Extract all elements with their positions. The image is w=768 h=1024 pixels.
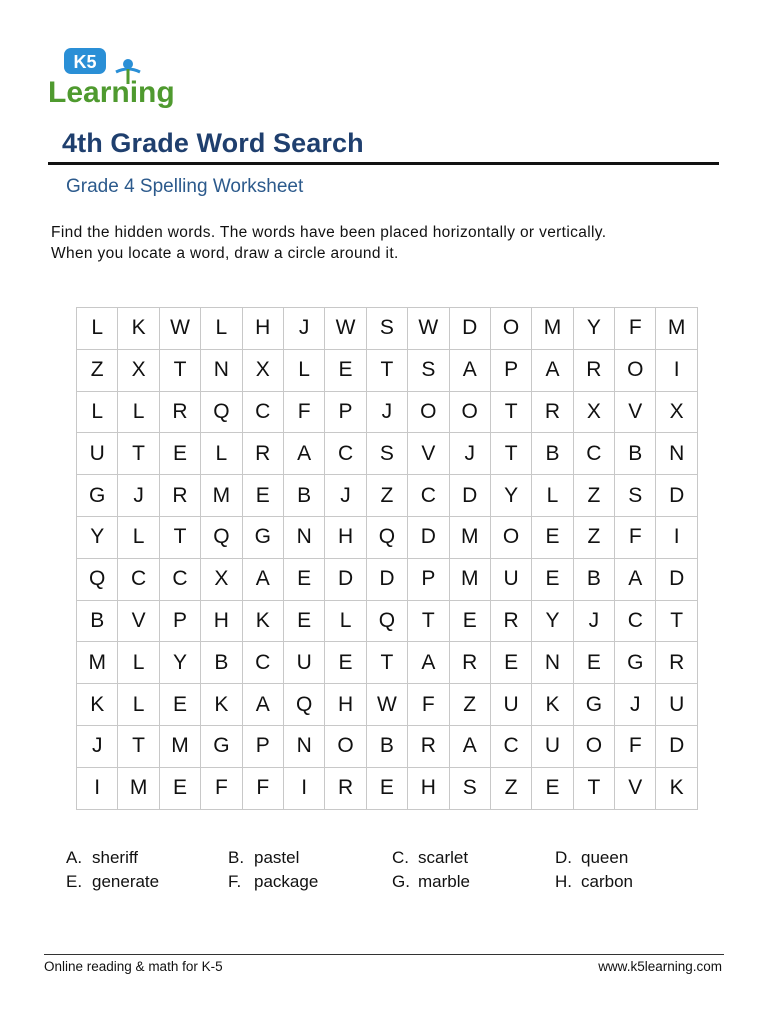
grid-cell: Z bbox=[573, 516, 614, 558]
grid-row bbox=[77, 433, 698, 475]
grid-cell: M bbox=[159, 725, 200, 767]
grid-cell: D bbox=[656, 558, 697, 600]
grid-cell: B bbox=[615, 433, 656, 475]
word-text: generate bbox=[92, 872, 160, 891]
grid-cell: R bbox=[159, 475, 200, 517]
grid-cell: E bbox=[159, 684, 200, 726]
word-item bbox=[392, 848, 468, 868]
grid-cell: B bbox=[573, 558, 614, 600]
word-text: pastel bbox=[254, 848, 300, 867]
grid-cell: L bbox=[532, 475, 573, 517]
word-letter: H. bbox=[555, 872, 572, 891]
grid-row bbox=[77, 391, 698, 433]
grid-cell: U bbox=[77, 433, 118, 475]
grid-cell: E bbox=[532, 767, 573, 809]
grid-cell: N bbox=[656, 433, 697, 475]
grid-cell: Q bbox=[366, 600, 407, 642]
grid-cell: I bbox=[656, 516, 697, 558]
grid-cell: O bbox=[325, 725, 366, 767]
grid-cell: J bbox=[449, 433, 490, 475]
grid-cell: S bbox=[366, 433, 407, 475]
grid-cell: D bbox=[449, 475, 490, 517]
grid-cell: M bbox=[118, 767, 159, 809]
grid-cell: M bbox=[201, 475, 242, 517]
grid-cell: Q bbox=[201, 391, 242, 433]
grid-cell: F bbox=[283, 391, 324, 433]
grid-cell: D bbox=[656, 475, 697, 517]
word-letter: D. bbox=[555, 848, 572, 867]
grid-cell: J bbox=[573, 600, 614, 642]
grid-cell: C bbox=[615, 600, 656, 642]
grid-cell: K bbox=[242, 600, 283, 642]
grid-cell: I bbox=[656, 349, 697, 391]
grid-cell: E bbox=[532, 558, 573, 600]
grid-cell: L bbox=[201, 308, 242, 350]
word-text: queen bbox=[581, 848, 629, 867]
grid-cell: A bbox=[408, 642, 449, 684]
grid-cell: E bbox=[242, 475, 283, 517]
grid-cell: A bbox=[449, 349, 490, 391]
word-list-row bbox=[66, 872, 746, 896]
grid-cell: P bbox=[408, 558, 449, 600]
grid-cell: U bbox=[656, 684, 697, 726]
grid-cell: D bbox=[325, 558, 366, 600]
grid-cell: G bbox=[201, 725, 242, 767]
grid-cell: J bbox=[615, 684, 656, 726]
grid-cell: L bbox=[118, 684, 159, 726]
grid-cell: L bbox=[201, 433, 242, 475]
grid-row bbox=[77, 642, 698, 684]
word-item bbox=[392, 872, 470, 892]
grid-cell: Z bbox=[449, 684, 490, 726]
grid-cell: F bbox=[201, 767, 242, 809]
word-letter: F. bbox=[228, 872, 242, 891]
grid-cell: T bbox=[366, 349, 407, 391]
grid-cell: V bbox=[118, 600, 159, 642]
grid-cell: M bbox=[656, 308, 697, 350]
grid-cell: C bbox=[325, 433, 366, 475]
grid-cell: P bbox=[159, 600, 200, 642]
grid-cell: B bbox=[283, 475, 324, 517]
grid-cell: X bbox=[118, 349, 159, 391]
instructions-text: Find the hidden words. The words have been placed horizontally or vertically. When you locate a word, draw a circle around it. bbox=[51, 224, 607, 262]
grid-cell: A bbox=[532, 349, 573, 391]
grid-row bbox=[77, 558, 698, 600]
grid-cell: L bbox=[118, 391, 159, 433]
grid-cell: S bbox=[366, 308, 407, 350]
grid-cell: Y bbox=[159, 642, 200, 684]
grid-cell: E bbox=[159, 767, 200, 809]
grid-cell: T bbox=[490, 433, 531, 475]
grid-cell: D bbox=[656, 725, 697, 767]
grid-cell: V bbox=[408, 433, 449, 475]
grid-cell: T bbox=[490, 391, 531, 433]
grid-cell: W bbox=[159, 308, 200, 350]
grid-cell: F bbox=[615, 308, 656, 350]
grid-cell: A bbox=[242, 558, 283, 600]
grid-cell: W bbox=[366, 684, 407, 726]
grid-cell: L bbox=[77, 391, 118, 433]
grid-cell: U bbox=[283, 642, 324, 684]
grid-cell: A bbox=[242, 684, 283, 726]
grid-cell: C bbox=[242, 642, 283, 684]
grid-cell: C bbox=[408, 475, 449, 517]
word-text: carbon bbox=[581, 872, 633, 891]
word-text: package bbox=[254, 872, 319, 891]
grid-row bbox=[77, 475, 698, 517]
grid-cell: K bbox=[77, 684, 118, 726]
grid-cell: T bbox=[159, 516, 200, 558]
grid-cell: M bbox=[77, 642, 118, 684]
word-item bbox=[555, 872, 633, 892]
grid-cell: Q bbox=[283, 684, 324, 726]
grid-cell: O bbox=[449, 391, 490, 433]
grid-cell: F bbox=[408, 684, 449, 726]
word-item bbox=[66, 848, 138, 868]
grid-cell: V bbox=[615, 767, 656, 809]
grid-cell: Q bbox=[201, 516, 242, 558]
grid-cell: O bbox=[490, 308, 531, 350]
page-title: 4th Grade Word Search bbox=[62, 128, 364, 158]
grid-cell: I bbox=[77, 767, 118, 809]
grid-cell: U bbox=[490, 558, 531, 600]
grid-cell: H bbox=[325, 516, 366, 558]
grid-cell: P bbox=[490, 349, 531, 391]
grid-cell: T bbox=[159, 349, 200, 391]
grid-cell: F bbox=[615, 516, 656, 558]
grid-cell: Y bbox=[532, 600, 573, 642]
grid-cell: X bbox=[573, 391, 614, 433]
grid-row bbox=[77, 308, 698, 350]
grid-cell: L bbox=[118, 516, 159, 558]
grid-cell: D bbox=[408, 516, 449, 558]
grid-cell: J bbox=[77, 725, 118, 767]
grid-cell: Q bbox=[77, 558, 118, 600]
grid-cell: R bbox=[242, 433, 283, 475]
footer-url: www.k5learning.com bbox=[598, 959, 722, 974]
grid-cell: L bbox=[118, 642, 159, 684]
word-letter: C. bbox=[392, 848, 409, 867]
grid-cell: B bbox=[532, 433, 573, 475]
word-item bbox=[66, 872, 159, 892]
grid-cell: R bbox=[532, 391, 573, 433]
grid-cell: Y bbox=[490, 475, 531, 517]
grid-cell: A bbox=[283, 433, 324, 475]
grid-cell: O bbox=[408, 391, 449, 433]
grid-cell: H bbox=[325, 684, 366, 726]
grid-cell: G bbox=[242, 516, 283, 558]
k5-learning-logo bbox=[46, 42, 196, 114]
grid-cell: C bbox=[490, 725, 531, 767]
grid-cell: Z bbox=[77, 349, 118, 391]
grid-cell: T bbox=[573, 767, 614, 809]
grid-cell: R bbox=[159, 391, 200, 433]
grid-cell: E bbox=[490, 642, 531, 684]
footer-divider bbox=[44, 954, 724, 955]
grid-cell: O bbox=[490, 516, 531, 558]
word-letter: G. bbox=[392, 872, 410, 891]
grid-cell: H bbox=[242, 308, 283, 350]
grid-cell: Y bbox=[77, 516, 118, 558]
grid-cell: V bbox=[615, 391, 656, 433]
logo-badge-text: K5 bbox=[73, 52, 97, 72]
grid-cell: Y bbox=[573, 308, 614, 350]
grid-cell: P bbox=[242, 725, 283, 767]
grid-cell: R bbox=[325, 767, 366, 809]
grid-cell: E bbox=[283, 558, 324, 600]
grid-cell: J bbox=[118, 475, 159, 517]
grid-row bbox=[77, 684, 698, 726]
grid-row bbox=[77, 767, 698, 809]
grid-row bbox=[77, 349, 698, 391]
grid-cell: R bbox=[573, 349, 614, 391]
grid-cell: N bbox=[532, 642, 573, 684]
grid-cell: K bbox=[532, 684, 573, 726]
grid-cell: Q bbox=[366, 516, 407, 558]
word-text: marble bbox=[418, 872, 470, 891]
grid-cell: L bbox=[283, 349, 324, 391]
word-letter: B. bbox=[228, 848, 245, 867]
grid-cell: B bbox=[201, 642, 242, 684]
grid-cell: N bbox=[283, 516, 324, 558]
grid-cell: N bbox=[201, 349, 242, 391]
grid-cell: M bbox=[532, 308, 573, 350]
logo-wordmark: Learning bbox=[48, 76, 175, 109]
grid-cell: R bbox=[490, 600, 531, 642]
grid-cell: B bbox=[77, 600, 118, 642]
grid-cell: M bbox=[449, 558, 490, 600]
grid-cell: B bbox=[366, 725, 407, 767]
word-text: scarlet bbox=[418, 848, 469, 867]
word-list-row bbox=[66, 848, 746, 872]
grid-cell: U bbox=[532, 725, 573, 767]
word-item bbox=[228, 872, 318, 892]
grid-cell: J bbox=[366, 391, 407, 433]
grid-cell: T bbox=[118, 725, 159, 767]
grid-cell: O bbox=[615, 349, 656, 391]
grid-cell: D bbox=[366, 558, 407, 600]
grid-cell: R bbox=[656, 642, 697, 684]
grid-row bbox=[77, 725, 698, 767]
grid-cell: G bbox=[615, 642, 656, 684]
grid-cell: H bbox=[408, 767, 449, 809]
grid-cell: I bbox=[283, 767, 324, 809]
grid-cell: P bbox=[325, 391, 366, 433]
grid-cell: T bbox=[656, 600, 697, 642]
grid-cell: U bbox=[490, 684, 531, 726]
grid-cell: S bbox=[449, 767, 490, 809]
grid-cell: E bbox=[449, 600, 490, 642]
grid-cell: C bbox=[242, 391, 283, 433]
grid-cell: T bbox=[118, 433, 159, 475]
grid-cell: X bbox=[656, 391, 697, 433]
grid-cell: F bbox=[615, 725, 656, 767]
word-item bbox=[555, 848, 628, 868]
grid-cell: T bbox=[408, 600, 449, 642]
grid-cell: X bbox=[242, 349, 283, 391]
grid-cell: D bbox=[449, 308, 490, 350]
word-text: sheriff bbox=[92, 848, 138, 867]
grid-cell: S bbox=[615, 475, 656, 517]
grid-cell: E bbox=[573, 642, 614, 684]
grid-cell: C bbox=[118, 558, 159, 600]
word-item bbox=[228, 848, 299, 868]
grid-cell: C bbox=[159, 558, 200, 600]
grid-row bbox=[77, 516, 698, 558]
grid-cell: E bbox=[325, 349, 366, 391]
grid-cell: S bbox=[408, 349, 449, 391]
grid-row bbox=[77, 600, 698, 642]
grid-cell: C bbox=[573, 433, 614, 475]
grid-cell: J bbox=[283, 308, 324, 350]
grid-cell: E bbox=[283, 600, 324, 642]
grid-cell: J bbox=[325, 475, 366, 517]
grid-cell: F bbox=[242, 767, 283, 809]
page-subtitle: Grade 4 Spelling Worksheet bbox=[66, 176, 304, 197]
grid-cell: O bbox=[573, 725, 614, 767]
grid-cell: Z bbox=[573, 475, 614, 517]
grid-cell: G bbox=[573, 684, 614, 726]
grid-cell: K bbox=[656, 767, 697, 809]
grid-cell: K bbox=[201, 684, 242, 726]
grid-cell: W bbox=[408, 308, 449, 350]
grid-cell: A bbox=[615, 558, 656, 600]
grid-cell: R bbox=[408, 725, 449, 767]
grid-cell: Z bbox=[366, 475, 407, 517]
grid-cell: A bbox=[449, 725, 490, 767]
grid-cell: R bbox=[449, 642, 490, 684]
grid-cell: X bbox=[201, 558, 242, 600]
word-letter: E. bbox=[66, 872, 83, 891]
title-divider bbox=[48, 162, 719, 165]
footer-tagline: Online reading & math for K-5 bbox=[44, 959, 223, 974]
grid-cell: E bbox=[532, 516, 573, 558]
grid-cell: K bbox=[118, 308, 159, 350]
grid-cell: E bbox=[159, 433, 200, 475]
grid-cell: L bbox=[77, 308, 118, 350]
grid-cell: N bbox=[283, 725, 324, 767]
word-letter: A. bbox=[66, 848, 83, 867]
grid-cell: E bbox=[325, 642, 366, 684]
word-list bbox=[66, 848, 746, 896]
grid-cell: M bbox=[449, 516, 490, 558]
grid-cell: H bbox=[201, 600, 242, 642]
grid-cell: G bbox=[77, 475, 118, 517]
grid-cell: Z bbox=[490, 767, 531, 809]
word-search-grid bbox=[76, 307, 698, 810]
grid-cell: T bbox=[366, 642, 407, 684]
grid-cell: W bbox=[325, 308, 366, 350]
grid-cell: E bbox=[366, 767, 407, 809]
grid-cell: L bbox=[325, 600, 366, 642]
